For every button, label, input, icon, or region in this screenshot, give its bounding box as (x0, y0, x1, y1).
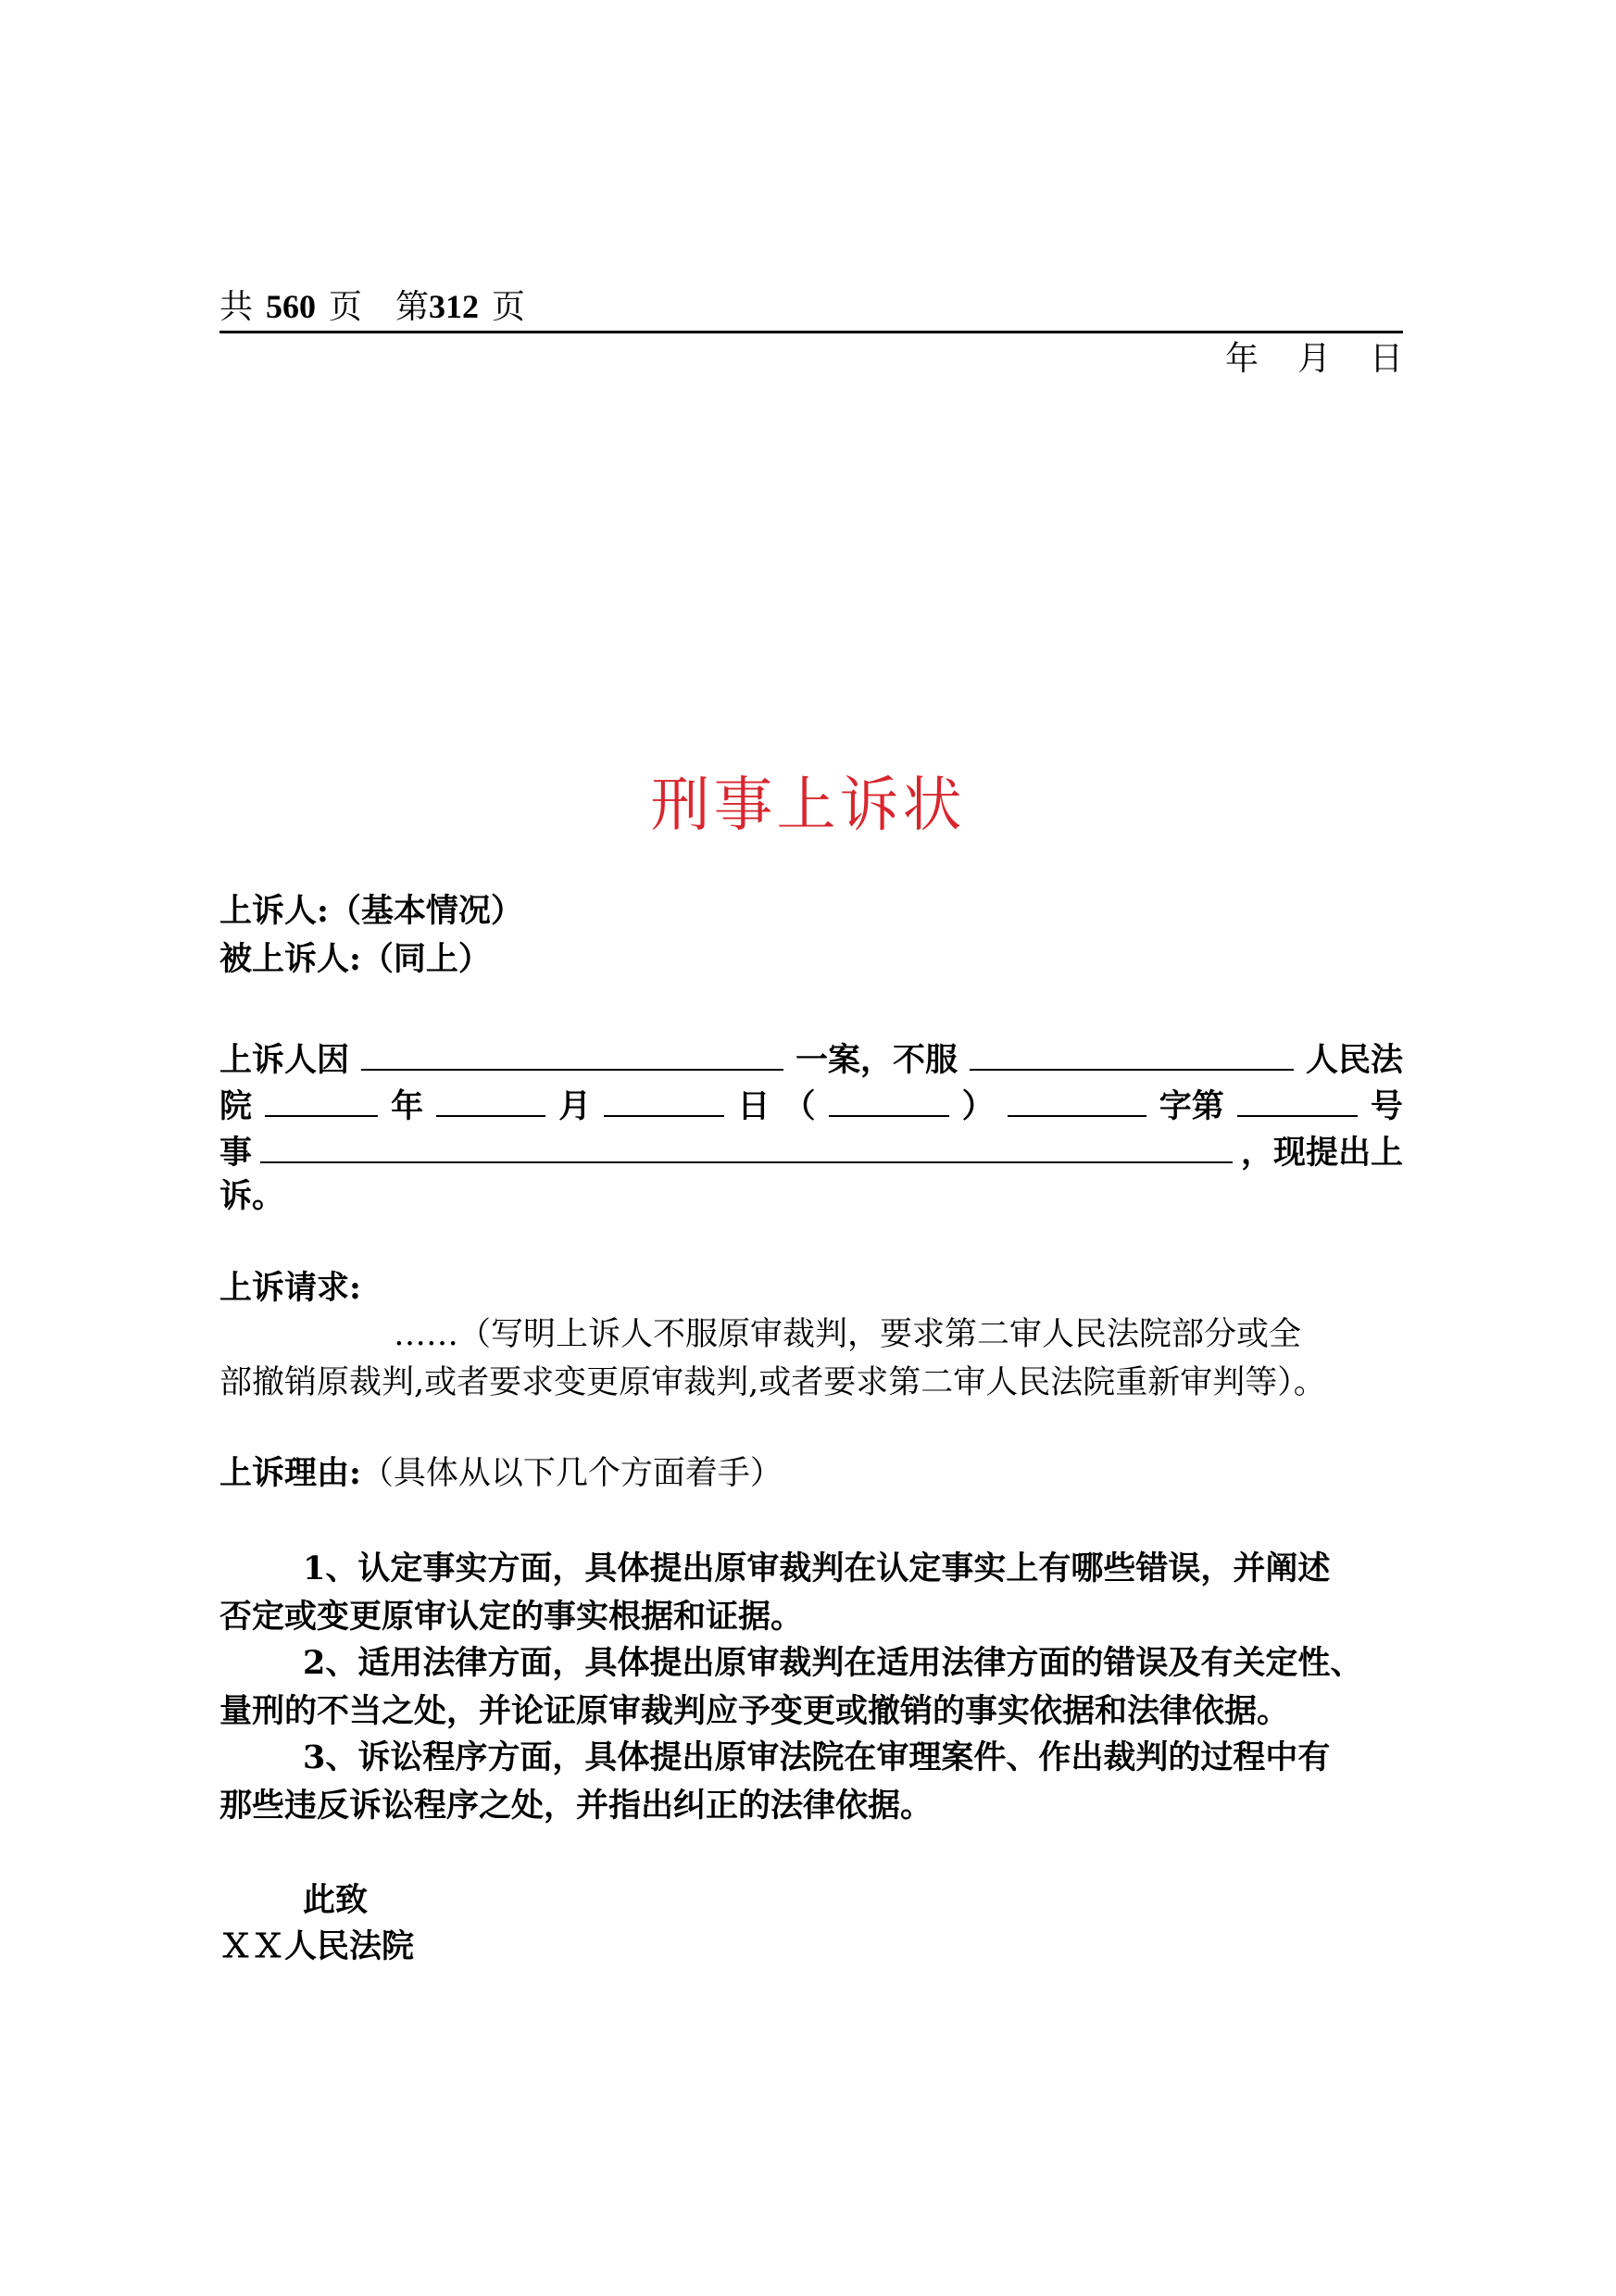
date-day: 日 (1369, 340, 1403, 378)
total-suffix: 页 (329, 288, 363, 326)
judgment-blank (260, 1126, 1233, 1163)
date-line (1186, 335, 1403, 383)
current-prefix: 第 (395, 288, 430, 326)
reasons-heading (219, 1449, 1403, 1498)
day-blank (604, 1080, 724, 1117)
appellee-line: 被上诉人:（同上） (219, 940, 491, 978)
request-text-1: ……（写明上诉人不服原审裁判，要求第二审人民法院部分或全 (394, 1316, 1302, 1353)
intro-line-2 (219, 1080, 1403, 1131)
intro-line-1 (219, 1034, 1403, 1085)
court-name: ＸＸ人民法院 (219, 1927, 415, 1965)
salutation-text: 此致 (303, 1881, 369, 1919)
reason-2-line-1: 2、适用法律方面，具体提出原审裁判在适用法律方面的错误及有关定性、 (303, 1644, 1363, 1682)
court-name-blank (970, 1034, 1294, 1071)
case-name-blank (361, 1034, 783, 1071)
current-page: 312 (429, 288, 480, 325)
document-title: 刑事上诉状 (650, 772, 966, 840)
reason-3-line-1: 3、诉讼程序方面，具体提出原审法院在审理案件、作出裁判的过程中有 (303, 1738, 1331, 1776)
intro-line-4: 诉。 (219, 1177, 285, 1215)
intro-text-2g: 字第 (1159, 1087, 1224, 1125)
reason-1-line-2: 否定或变更原审认定的事实根据和证据。 (219, 1598, 804, 1636)
reason-item-3 (219, 1734, 1403, 1830)
month-blank (436, 1080, 545, 1117)
intro-text-2a: 院 (219, 1087, 253, 1125)
current-suffix: 页 (492, 288, 526, 326)
case-number-blank (1237, 1080, 1358, 1117)
reason-2-line-2: 量刑的不当之处，并论证原审裁判应予变更或撤销的事实依据和法律依据。 (219, 1692, 1290, 1730)
intro-text-2c: 月 (558, 1087, 592, 1125)
intro-text-2d: 日 (737, 1087, 770, 1125)
appellant-line: 上诉人:（基本情况） (219, 892, 523, 930)
intro-text-2e: （ (783, 1087, 816, 1125)
request-label: 上诉请求: (219, 1269, 361, 1307)
page-header (219, 282, 1403, 333)
intro-text-1c: 人民法 (1305, 1041, 1403, 1079)
intro-text-3b: ，现提出上 (1240, 1134, 1403, 1172)
case-word-blank (1008, 1080, 1146, 1117)
request-line-2: 部撤销原裁判,或者要求变更原审裁判,或者要求第二审人民法院重新审判等）。 (219, 1364, 1326, 1401)
request-line-1 (219, 1311, 1403, 1359)
intro-text-1a: 上诉人因 (219, 1041, 350, 1079)
intro-line-3 (219, 1126, 1403, 1177)
year-blank (265, 1080, 378, 1117)
intro-text-1b: 一案，不服 (795, 1041, 958, 1079)
date-month: 月 (1297, 340, 1331, 378)
total-pages: 560 (266, 288, 317, 325)
reasons-hint: （具体从以下几个方面着手） (360, 1455, 783, 1492)
total-prefix: 共 (219, 288, 254, 326)
reasons-label: 上诉理由: (219, 1454, 361, 1492)
reason-1-line-1: 1、认定事实方面，具体提出原审裁判在认定事实上有哪些错误，并阐述 (303, 1549, 1331, 1587)
intro-text-3a: 事 (219, 1134, 253, 1172)
intro-text-2b: 年 (391, 1087, 424, 1125)
salutation (219, 1876, 1403, 1925)
reason-3-line-2: 那些违反诉讼程序之处，并指出纠正的法律依据。 (219, 1787, 933, 1825)
case-year-blank (829, 1080, 949, 1117)
intro-text-2h: 号 (1370, 1087, 1403, 1125)
date-year: 年 (1224, 340, 1259, 378)
intro-text-2f: ） (961, 1087, 995, 1125)
reason-item-1 (219, 1545, 1403, 1641)
reason-item-2 (219, 1639, 1403, 1736)
